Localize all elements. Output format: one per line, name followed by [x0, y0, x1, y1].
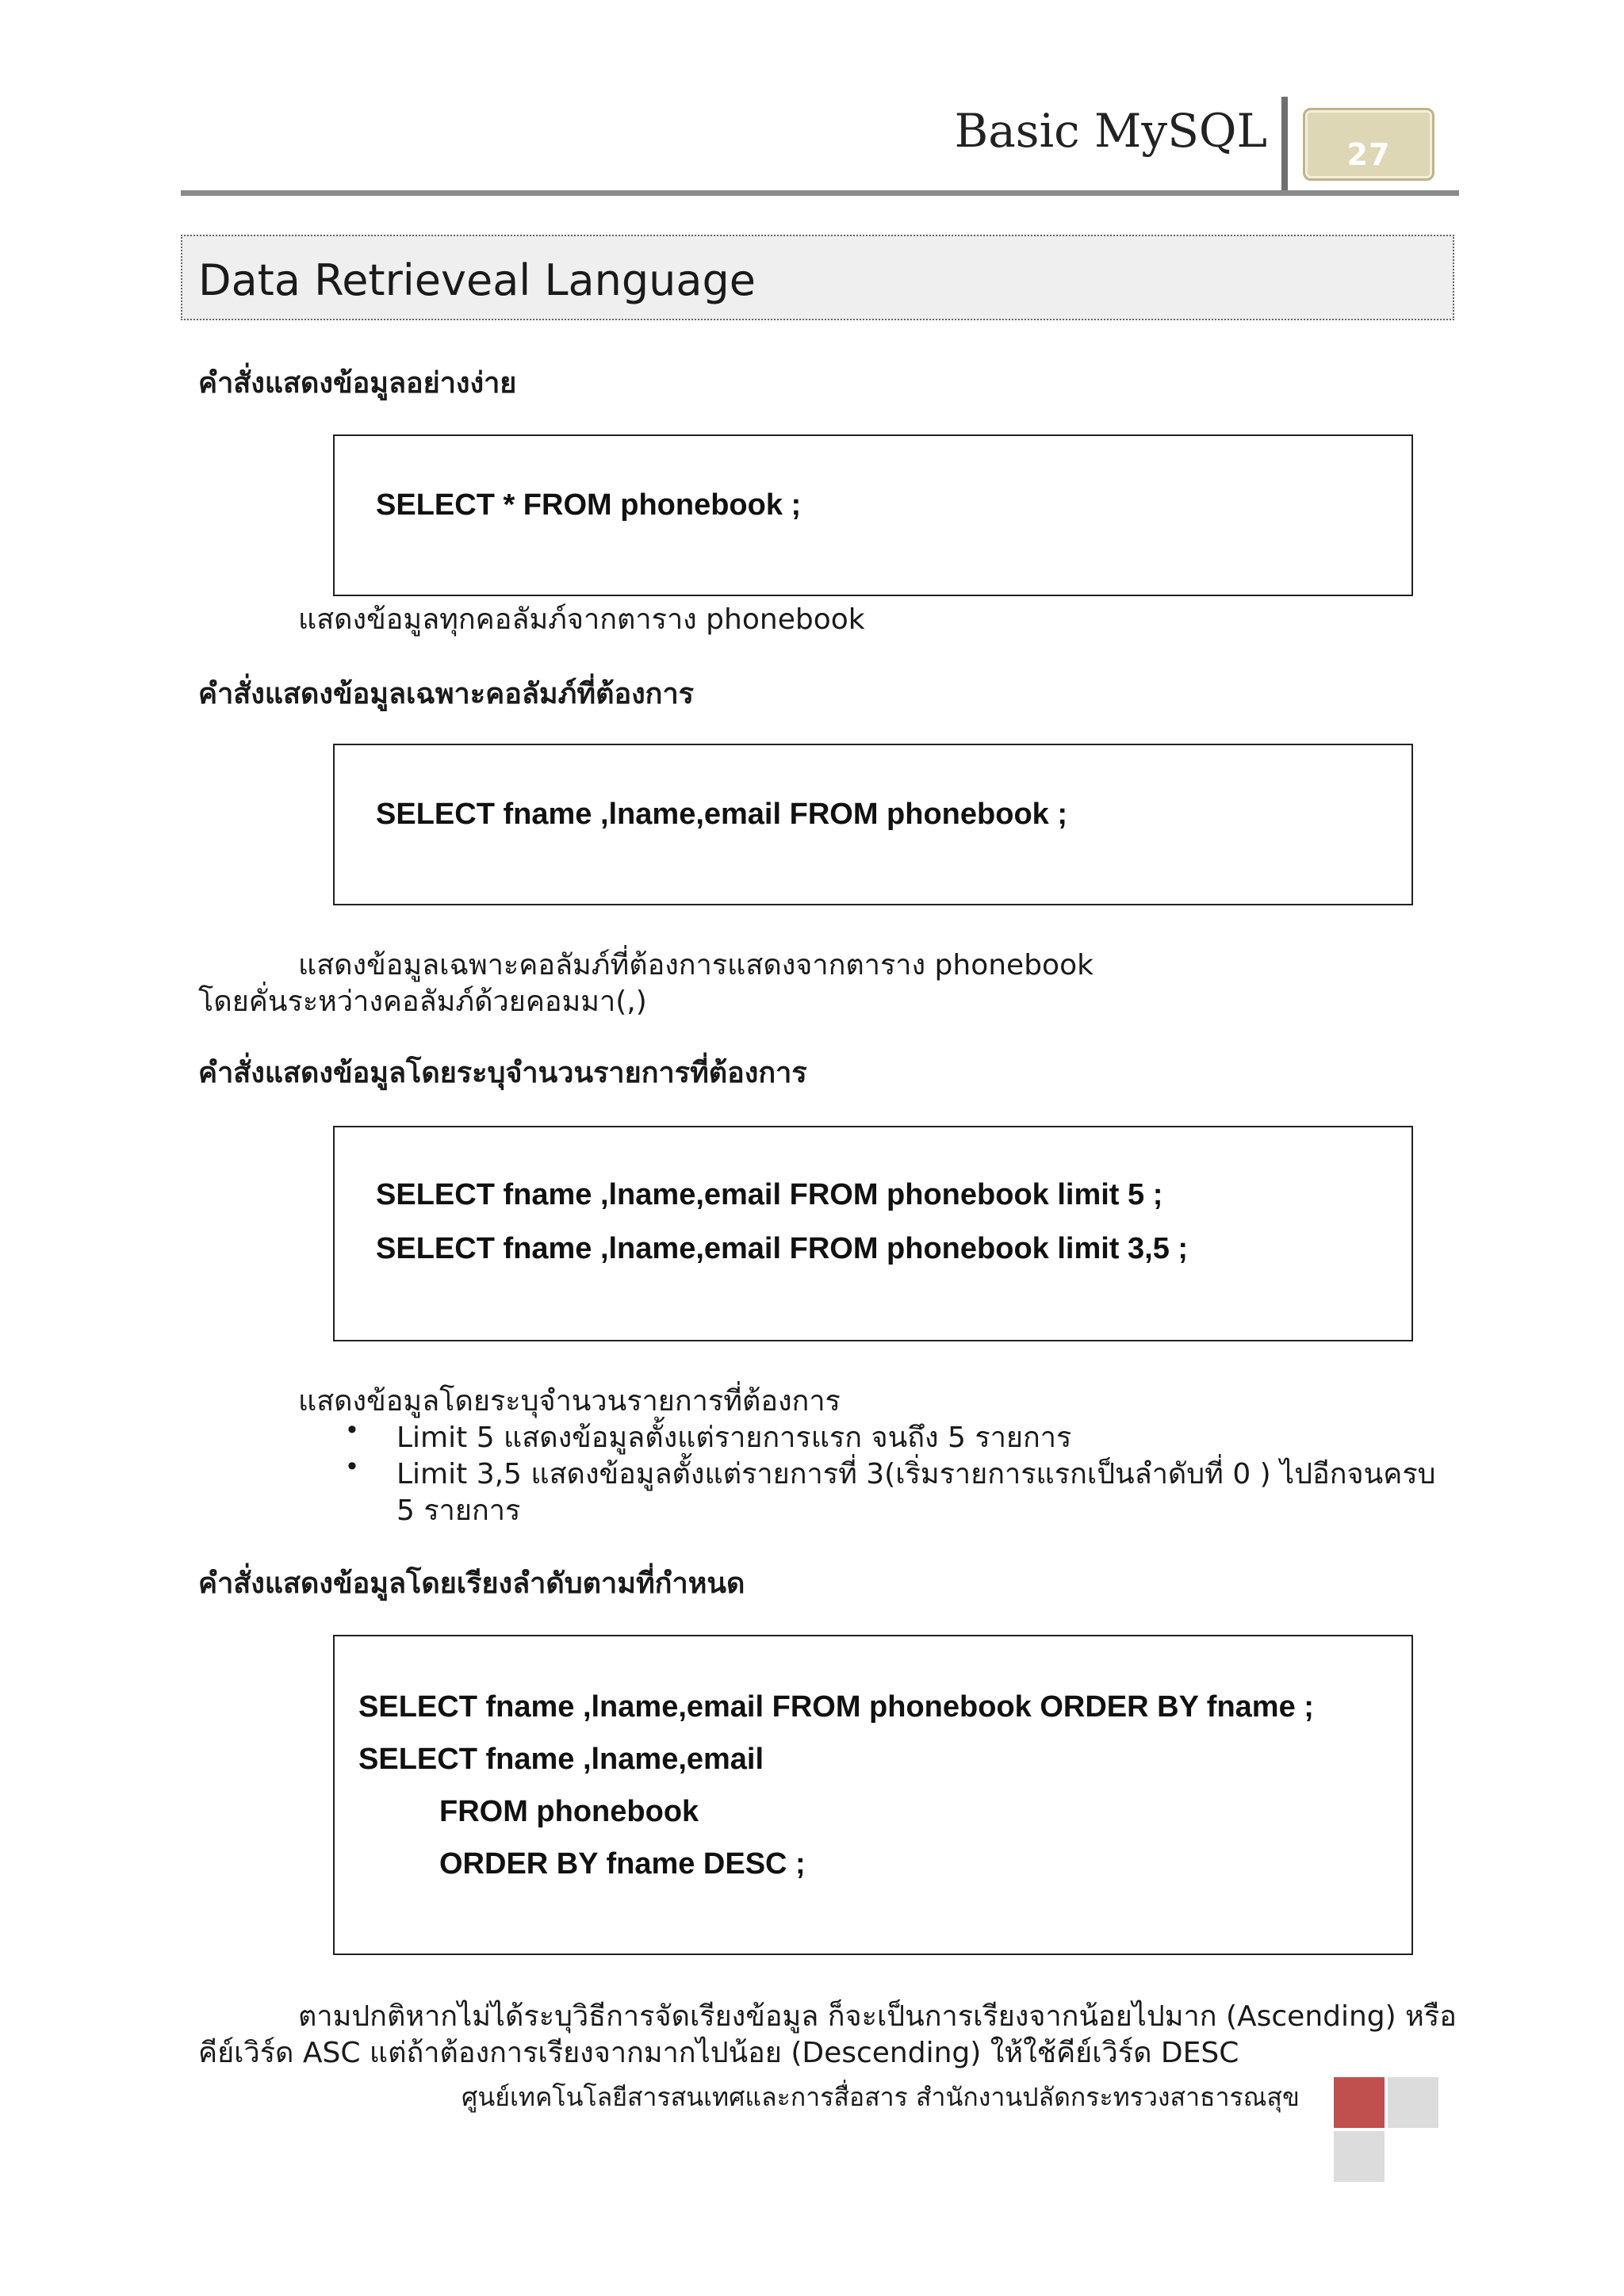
- header-divider: [1281, 97, 1288, 195]
- code-box-select-columns: [333, 744, 1413, 905]
- code-line: SELECT fname ,lname,email FROM phonebook limit 5 ;: [376, 1178, 1163, 1211]
- bullet-item-continued: 5 รายการ: [396, 1494, 521, 1527]
- bullet-item: Limit 3,5 แสดงข้อมูลตั้งแต่รายการที่ 3(เริ่มรายการแรกเป็นลำดับที่ 0 ) ไปอีกจนครบ: [396, 1458, 1436, 1490]
- heading-order-by: คำสั่งแสดงข้อมูลโดยเรียงลำดับตามที่กำหนด: [198, 1567, 745, 1600]
- code-box-simple-select: [333, 434, 1413, 596]
- page-number-badge: [1303, 108, 1434, 181]
- footer-red-square: [1334, 2077, 1385, 2128]
- description-text: คีย์เวิร์ด ASC แต่ถ้าต้องการเรียงจากมากไปน้อย (Descending) ให้ใช้คีย์เวิร์ด DESC: [198, 2037, 1239, 2069]
- header-rule: [181, 190, 1459, 196]
- heading-select-limit: คำสั่งแสดงข้อมูลโดยระบุจำนวนรายการที่ต้องการ: [198, 1057, 807, 1089]
- footer-organization: ศูนย์เทคโนโลยีสารสนเทศและการสื่อสาร สำนักงานปลัดกระทรวงสาธารณสุข: [462, 2082, 1300, 2112]
- code-line: SELECT fname ,lname,email: [358, 1743, 764, 1776]
- heading-select-columns: คำสั่งแสดงข้อมูลเฉพาะคอลัมภ์ที่ต้องการ: [198, 678, 694, 710]
- bullet-item: Limit 5 แสดงข้อมูลตั้งแต่รายการแรก จนถึง 5 รายการ: [396, 1422, 1072, 1454]
- bullet-dot: •: [347, 1451, 357, 1481]
- footer-gray-square: [1334, 2131, 1385, 2182]
- code-line: ORDER BY fname DESC ;: [439, 1847, 806, 1881]
- document-title: Basic MySQL: [954, 104, 1267, 158]
- page-number: 27: [1346, 137, 1391, 172]
- code-line: FROM phonebook: [439, 1795, 699, 1828]
- code-box-order-by: [333, 1635, 1413, 1955]
- description-text: โดยคั่นระหว่างคอลัมภ์ด้วยคอมมา(,): [198, 985, 647, 1018]
- heading-simple-select: คำสั่งแสดงข้อมูลอย่างง่าย: [198, 367, 517, 400]
- code-line: SELECT fname ,lname,email FROM phonebook ORDER BY fname ;: [358, 1690, 1314, 1724]
- description-text: แสดงข้อมูลทุกคอลัมภ์จากตาราง phonebook: [298, 603, 865, 636]
- code-box-select-limit: [333, 1126, 1413, 1341]
- description-text: แสดงข้อมูลโดยระบุจำนวนรายการที่ต้องการ: [298, 1385, 841, 1418]
- description-text: ตามปกติหากไม่ได้ระบุวิธีการจัดเรียงข้อมูล ก็จะเป็นการเรียงจากน้อยไปมาก (Ascending) หรือ: [298, 2000, 1457, 2033]
- code-line: SELECT fname ,lname,email FROM phonebook limit 3,5 ;: [376, 1232, 1189, 1265]
- section-title: Data Retrieveal Language: [198, 255, 756, 305]
- code-line: SELECT fname ,lname,email FROM phonebook ;: [376, 798, 1067, 831]
- section-title-box: [181, 235, 1454, 320]
- code-line: SELECT * FROM phonebook ;: [376, 488, 802, 522]
- bullet-dot: •: [347, 1414, 357, 1445]
- description-text: แสดงข้อมูลเฉพาะคอลัมภ์ที่ต้องการแสดงจากตาราง phonebook: [298, 949, 1094, 982]
- footer-gray-square: [1388, 2077, 1438, 2128]
